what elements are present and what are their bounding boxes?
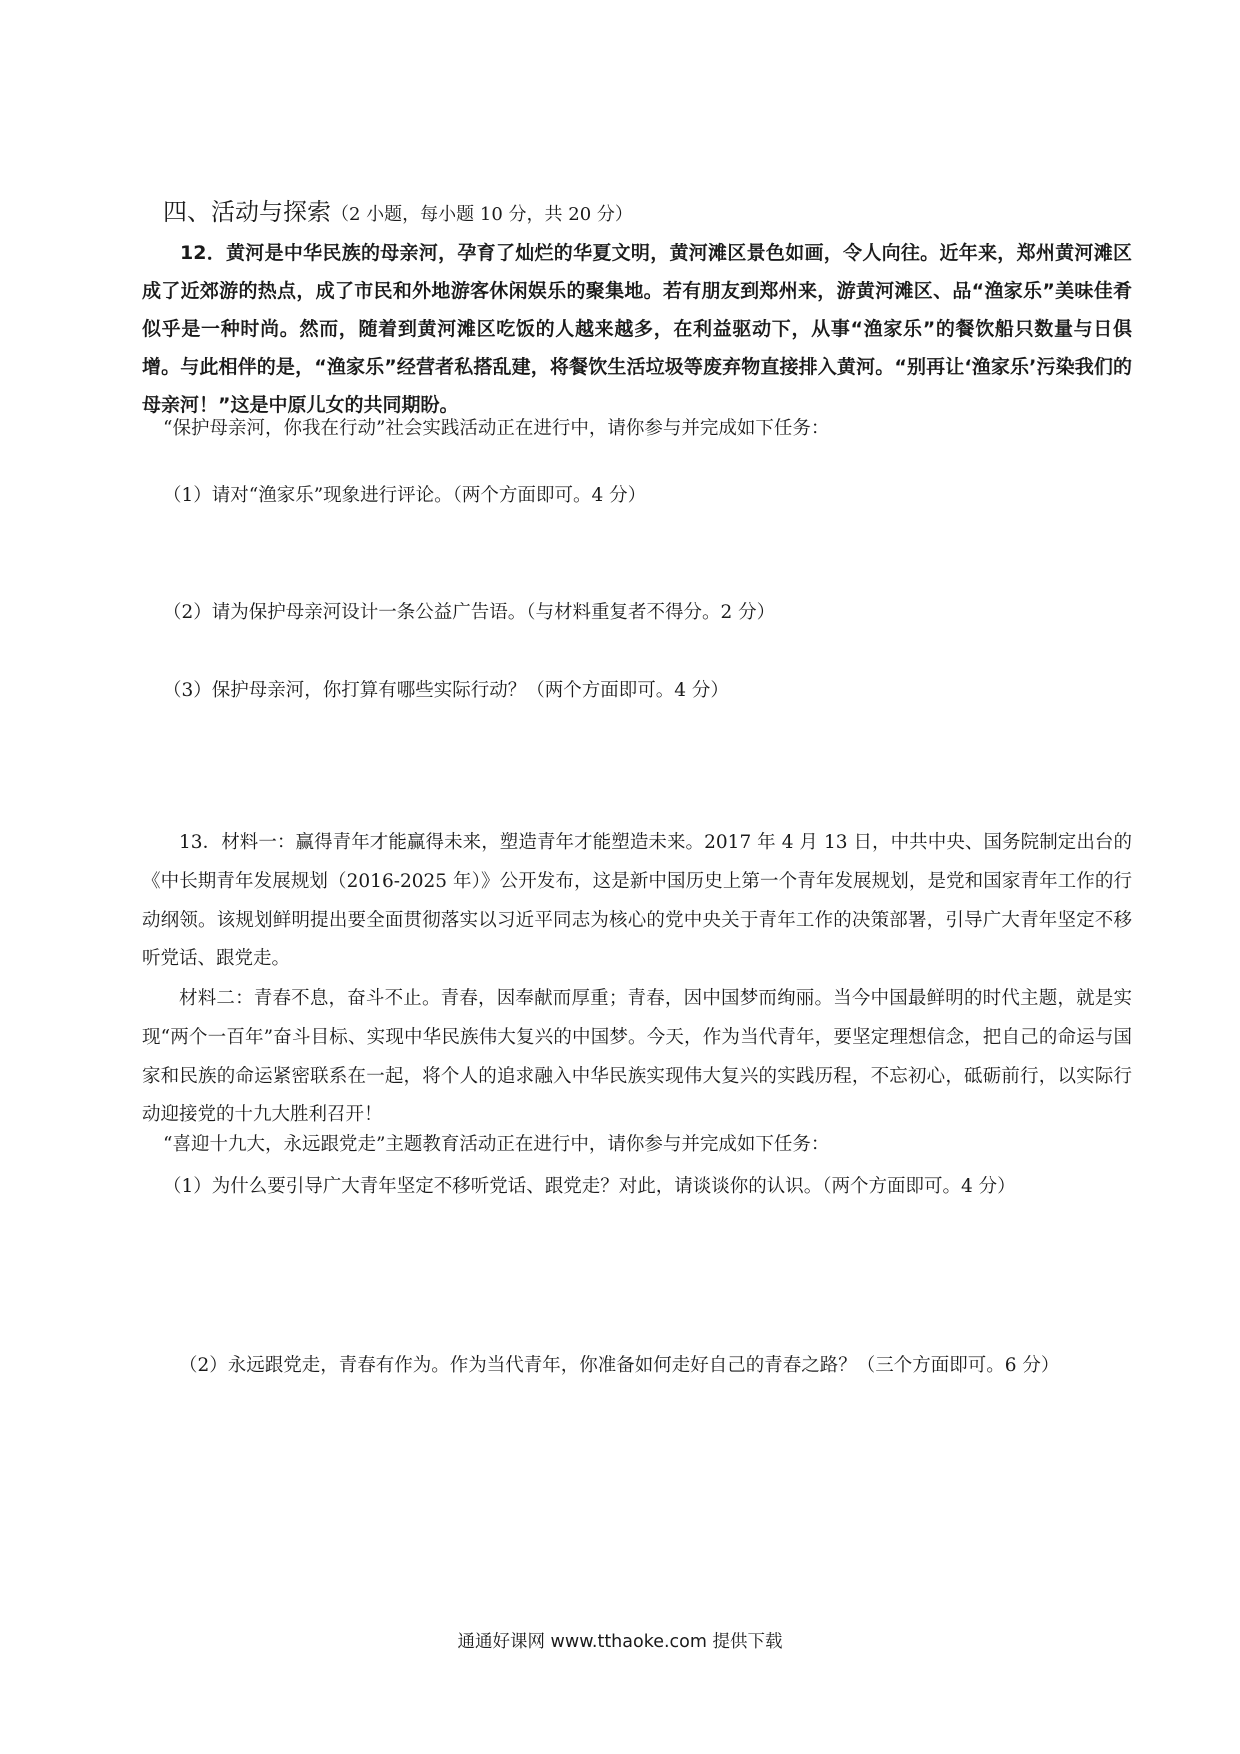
- page-footer: 通通好课网 www.tthaoke.com 提供下载: [457, 1632, 783, 1652]
- section-heading: [163, 192, 633, 227]
- q12-passage: 12．黄河是中华民族的母亲河，孕育了灿烂的华夏文明，黄河滩区景色如画，令人向往。近年来，郑州黄河滩区成了近郊游的热点，成了市民和外地游客休闲娱乐的聚集地。若有朋友到郑州来，游黄河滩区、品“渔家乐”美味佳肴似乎是一种时尚。然而，随着到黄河滩区吃饭的人越来越多，在利益驱动下，从事“渔家乐”的餐饮船只数量与日俱增。与此相伴的是，“渔家乐”经营者私搭乱建，将餐饮生活垃圾等废弃物直接排入黄河。“别再让‘渔家乐’污染我们的母亲河！”这是中原儿女的共同期盼。: [142, 242, 1132, 416]
- section-score-note: （2 小题，每小题 10 分，共 20 分）: [331, 204, 633, 225]
- q12-task-3: （3）保护母亲河，你打算有哪些实际行动？（两个方面即可。4 分）: [163, 680, 729, 701]
- q13-material-2: 材料二：青春不息，奋斗不止。青春，因奉献而厚重；青春，因中国梦而绚丽。当今中国最鲜明的时代主题，就是实现“两个一百年”奋斗目标、实现中华民族伟大复兴的中国梦。今天，作为当代青年，要坚定理想信念，把自己的命运与国家和民族的命运紧密联系在一起，将个人的追求融入中华民族实现伟大复兴的实践历程，不忘初心，砥砺前行，以实际行动迎接党的十九大胜利召开！: [142, 988, 1132, 1126]
- q13-task-1: （1）为什么要引导广大青年坚定不移听党话、跟党走？对此，请谈谈你的认识。（两个方面即可。4 分）: [163, 1176, 1016, 1197]
- q12-task-2: （2）请为保护母亲河设计一条公益广告语。（与材料重复者不得分。2 分）: [163, 602, 776, 623]
- q12-task-intro: “保护母亲河，你我在行动”社会实践活动正在进行中，请你参与并完成如下任务：: [163, 418, 830, 439]
- q13-task-2: （2）永远跟党走，青春有作为。作为当代青年，你准备如何走好自己的青春之路？（三个方面即可。6 分）: [179, 1355, 1060, 1376]
- q13-material-1: 13．材料一：赢得青年才能赢得未来，塑造青年才能塑造未来。2017 年 4 月 13 日，中共中央、国务院制定出台的《中长期青年发展规划（2016-2025 年）》公开发布，这是新中国历史上第一个青年发展规划，是党和国家青年工作的行动纲领。该规划鲜明提出要全面贯彻落实以习近平同志为核心的党中央关于青年工作的决策部署，引导广大青年坚定不移听党话、跟党走。: [142, 832, 1132, 970]
- q13-task-intro: “喜迎十九大，永远跟党走”主题教育活动正在进行中，请你参与并完成如下任务：: [163, 1134, 830, 1155]
- q12-task-1: （1）请对“渔家乐”现象进行评论。（两个方面即可。4 分）: [163, 485, 647, 506]
- section-title: 四、活动与探索: [163, 198, 331, 226]
